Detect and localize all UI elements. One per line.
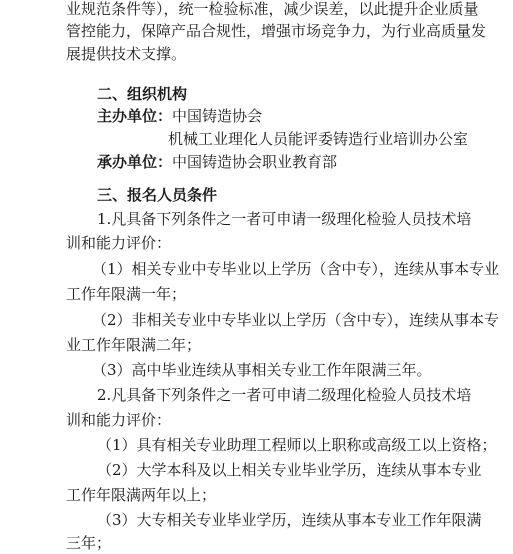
intro-line-1: 业规范条件等），统一检验标准，减少误差，以此提升企业质量 — [66, 0, 479, 18]
item-1-line-2: 训和能力评价： — [66, 234, 172, 252]
item-2-sub-2-line-2: 工作年限满两年以上； — [66, 486, 217, 504]
item-2-sub-3-line-1: （3）大专相关专业毕业学历，连续从事本专业工作年限满 — [97, 511, 482, 529]
item-1-sub-1-line-1: （1）相关专业中专毕业以上学历（含中专），连续从事本专业 — [92, 260, 500, 278]
section-3-heading: 三、报名人员条件 — [97, 186, 218, 204]
item-1-sub-2-line-1: （2）非相关专业中专毕业以上学历（含中专），连续从事本专 — [92, 311, 500, 329]
host-unit-label: 主办单位： — [97, 107, 173, 125]
host-unit-value-2: 机械工业理化人员能评委铸造行业培训办公室 — [168, 130, 469, 148]
organizer-unit-value: 中国铸造协会职业教育部 — [172, 153, 338, 171]
host-unit-value: 中国铸造协会 — [172, 107, 263, 125]
intro-line-3: 展提供技术支撑。 — [66, 45, 187, 63]
section-2-heading: 二、组织机构 — [97, 85, 188, 103]
item-1-sub-1-line-2: 工作年限满一年； — [66, 285, 187, 303]
organizer-unit-row — [97, 151, 337, 173]
item-1-sub-3: （3）高中毕业连续从事相关专业工作年限满三年。 — [92, 361, 432, 379]
item-1-sub-2-line-2: 业工作年限满二年； — [66, 336, 202, 354]
item-2-line-2: 训和能力评价： — [66, 411, 172, 429]
host-unit-row — [97, 105, 262, 127]
item-2-sub-1: （1）具有相关专业助理工程师以上职称或高级工以上资格； — [97, 436, 497, 454]
item-2-line-1: 2.凡具备下列条件之一者可申请二级理化检验人员技术培 — [97, 386, 472, 404]
item-2-sub-3-line-2: 三年； — [66, 534, 112, 552]
item-1-line-1: 1.凡具备下列条件之一者可申请一级理化检验人员技术培 — [97, 210, 472, 228]
organizer-unit-label: 承办单位： — [97, 153, 173, 171]
intro-line-2: 管控能力，保障产品合规性，增强市场竞争力，为行业高质量发 — [66, 22, 487, 40]
item-2-sub-2-line-1: （2）大学本科及以上相关专业毕业学历，连续从事本专业 — [97, 461, 482, 479]
